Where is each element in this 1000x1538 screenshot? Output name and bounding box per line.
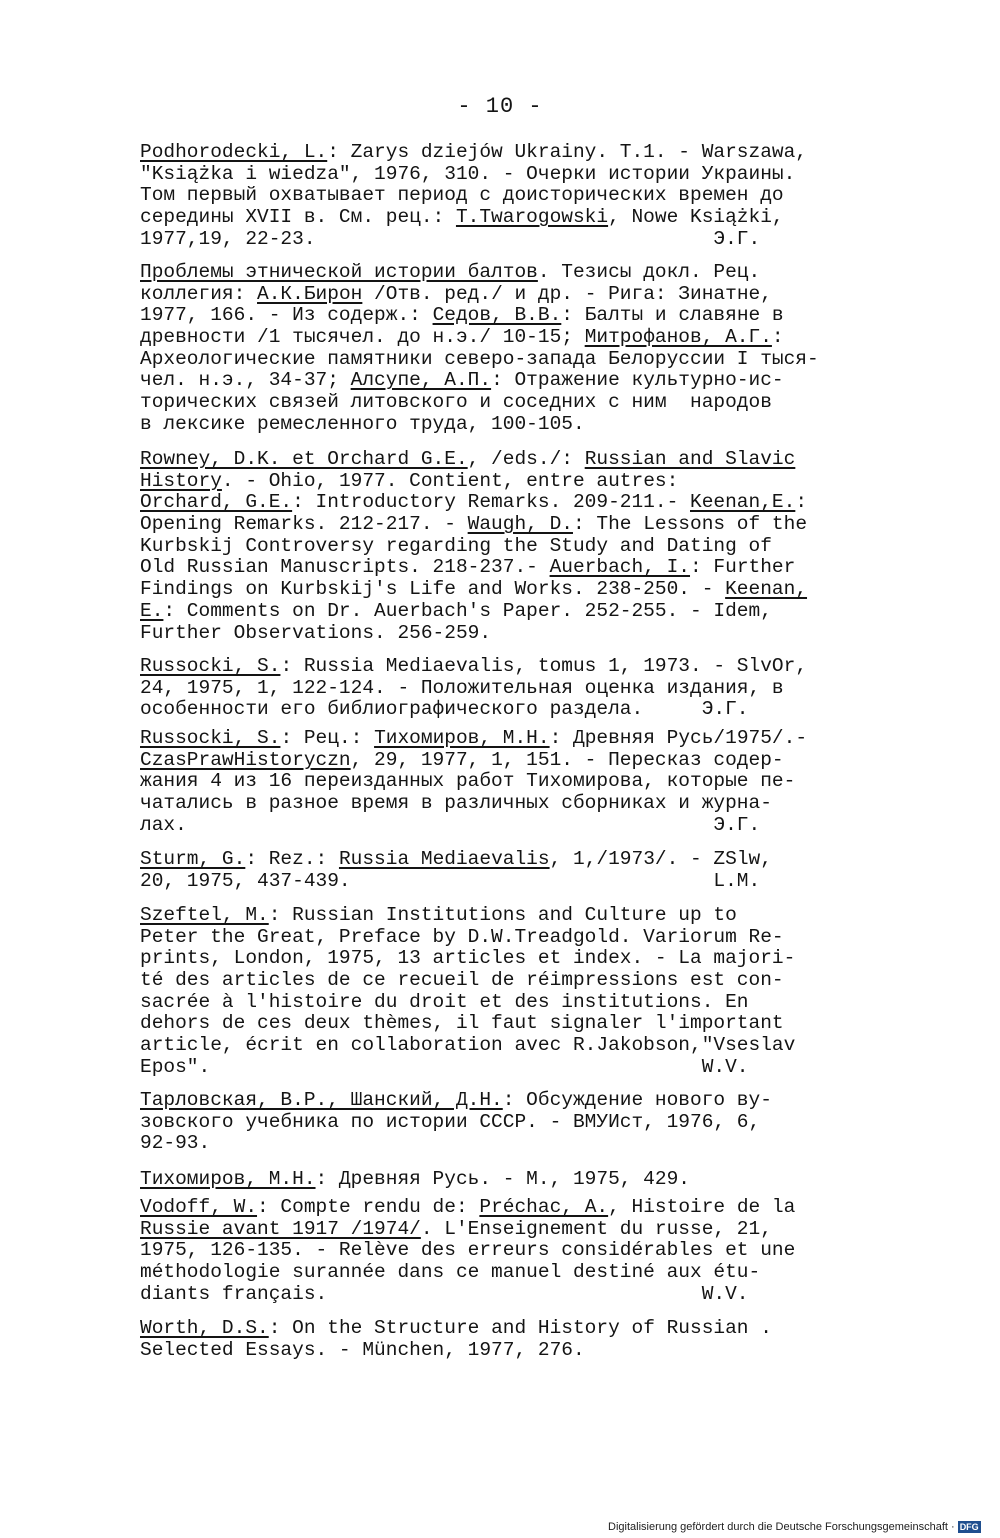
entry-text: 24, 1975, 1, 122-124. - Положительная оценка издания, в	[140, 676, 784, 699]
entry-text: 92-93.	[140, 1132, 211, 1155]
underlined-reference: Szeftel, M.	[140, 904, 269, 926]
entry-text: : Балты и славяне в	[561, 304, 784, 327]
entry-text: Kurbskij Controversy regarding the Study and Dating of	[140, 534, 772, 557]
entry-text: : Древняя Русь. - М., 1975, 429.	[315, 1168, 690, 1190]
entry-line	[140, 623, 880, 645]
entry-text: : Russia Mediaevalis, tomus 1, 1973. - SlvOr,	[280, 655, 808, 677]
entry-line	[140, 1262, 880, 1284]
entry-text: 1975, 126-135. - Relève des erreurs considérables et une	[140, 1239, 796, 1262]
underlined-reference: Waugh, D.	[467, 513, 573, 536]
entry-text: Том первый охватывает период с доисторических времен до	[140, 184, 784, 207]
entry-text: 1977, 166. - Из содерж.:	[140, 304, 433, 327]
entry-text: : Обсуждение нового ву-	[502, 1089, 772, 1111]
entry-text: 1977,19, 22-23. Э.Г.	[140, 227, 761, 250]
underlined-reference: Седов, В.В.	[432, 304, 562, 327]
underlined-reference: Podhorodecki, L.	[140, 141, 328, 163]
entry-line	[140, 536, 880, 558]
entry-line	[140, 449, 880, 471]
entry-line	[140, 1169, 880, 1191]
entry-line	[140, 471, 880, 493]
entry-line	[140, 579, 880, 601]
entry-line	[140, 305, 880, 327]
entry-text: : Рец.:	[280, 727, 375, 749]
entry-text: Peter the Great, Preface by D.W.Treadgold. Variorum Re-	[140, 925, 784, 948]
entry-text: торических связей литовского и соседних с ним народов	[140, 391, 772, 414]
entry-line	[140, 327, 880, 349]
entry-line	[140, 514, 880, 536]
entry-line	[140, 142, 880, 164]
entry-line	[140, 992, 880, 1014]
entry-line	[140, 185, 880, 207]
entry-text: , Nowe Książki,	[608, 206, 784, 229]
entry-line	[140, 771, 880, 793]
entry-line	[140, 970, 880, 992]
entry-text: чел. н.э., 34-37;	[140, 369, 351, 392]
entry-text: середины XVII в. См. рец.:	[140, 206, 456, 229]
entry-text: diants français. W.V.	[140, 1282, 749, 1305]
entry-line	[140, 601, 880, 623]
entry-text: : Rez.:	[245, 848, 339, 870]
entry-line	[140, 1318, 880, 1340]
footer-text: Digitalisierung gefördert durch die Deutsche Forschungsgemeinschaft ·	[608, 1521, 955, 1533]
entry-text: :	[795, 491, 808, 514]
entry-line	[140, 1284, 880, 1306]
entry-text: в лексике ремесленного труда, 100-105.	[140, 412, 585, 435]
entry-text: . - Ohio, 1977. Contient, entre autres:	[221, 469, 679, 492]
entry-text: sacrée à l'histoire du droit et des institutions. En	[140, 990, 749, 1013]
entry-line	[140, 750, 880, 772]
entry-line	[140, 1090, 880, 1112]
entry-text: : Древняя Русь/1975/.-	[549, 727, 808, 749]
entry-line	[140, 1057, 880, 1079]
bibliography-entry	[140, 142, 880, 250]
entry-text: . L'Enseignement du russe, 21,	[420, 1217, 772, 1240]
underlined-reference: Sturm, G.	[140, 848, 246, 870]
entry-line	[140, 793, 880, 815]
entry-text: prints, London, 1975, 13 articles et index. - La majori-	[140, 947, 796, 970]
entry-text: древности /1 тысячел. до н.э./ 10-15;	[140, 326, 585, 349]
entry-text: Археологические памятники северо-запада Белоруссии I тыся-	[140, 347, 819, 370]
underlined-reference: Проблемы этнической истории балтов	[140, 261, 538, 283]
entry-text: Selected Essays. - München, 1977, 276.	[140, 1338, 585, 1361]
entry-text: article, écrit en collaboration avec R.Jakobson,"Vseslav	[140, 1034, 796, 1057]
underlined-reference: Тихомиров, М.Н.	[374, 727, 550, 749]
underlined-reference: Russie avant 1917 /1974/	[140, 1217, 421, 1240]
entry-text: : Compte rendu de:	[257, 1196, 480, 1218]
entry-line	[140, 1340, 880, 1362]
underlined-reference: Orchard, G.E.	[140, 491, 293, 514]
entry-text: Findings on Kurbskij's Life and Works. 238-250. -	[140, 578, 726, 601]
entry-text: особенности его библиографического раздела. Э.Г.	[140, 698, 749, 721]
page-number: - 10 -	[457, 94, 543, 119]
entry-text: méthodologie surannée dans ce manuel destiné aux étu-	[140, 1261, 761, 1284]
bibliography-entry	[140, 449, 880, 644]
entry-line	[140, 871, 880, 893]
underlined-reference: Préchac, A.	[479, 1196, 609, 1218]
entry-text: , 29, 1977, 1, 151. - Пересказ содер-	[350, 748, 784, 771]
entry-text: /Отв. ред./ и др. - Рига: Зинатне,	[362, 282, 772, 305]
underlined-reference: Auerbach, I.	[549, 556, 691, 579]
underlined-reference: Russia Mediaevalis	[338, 848, 550, 870]
entry-line	[140, 229, 880, 251]
entry-text: : Introductory Remarks. 209-211.-	[292, 491, 690, 514]
entry-line	[140, 392, 880, 414]
bibliography-entry	[140, 849, 880, 892]
entry-text: . Тезисы докл. Рец.	[537, 261, 761, 283]
underlined-reference: History	[140, 469, 222, 492]
entry-line	[140, 262, 880, 284]
entry-text: коллегия:	[140, 282, 258, 305]
entry-text: зовского учебника по истории СССР. - ВМУИст, 1976, 6,	[140, 1110, 761, 1133]
entry-text: :	[771, 326, 784, 349]
entry-line	[140, 948, 880, 970]
entry-line	[140, 207, 880, 229]
bibliography-entry	[140, 905, 880, 1079]
entry-text: , 1,/1973/. - ZSlw,	[549, 848, 772, 870]
entry-line	[140, 1112, 880, 1134]
entry-text: жания 4 из 16 переизданных работ Тихомирова, которые пе-	[140, 770, 796, 793]
bibliography-entry	[140, 1318, 880, 1361]
entry-line	[140, 1133, 880, 1155]
underlined-reference: Rowney, D.K. et Orchard G.E.	[140, 448, 468, 470]
entry-line	[140, 557, 880, 579]
entry-text: : On the Structure and History of Russian .	[268, 1317, 772, 1339]
entry-line	[140, 849, 880, 871]
digitization-footer	[608, 1521, 981, 1533]
dfg-logo: DFG	[959, 1522, 979, 1532]
entry-text: , /eds./:	[467, 448, 585, 470]
entry-text: : Further	[690, 556, 796, 579]
bibliography-entry	[140, 1197, 880, 1305]
entry-line	[140, 370, 880, 392]
entry-text: Further Observations. 256-259.	[140, 621, 492, 644]
entry-line	[140, 1013, 880, 1035]
entry-line	[140, 414, 880, 436]
entry-text: : Comments on Dr. Auerbach's Paper. 252-255. - Idem,	[163, 599, 772, 622]
entry-text: té des articles de ce recueil de réimpressions est con-	[140, 969, 784, 992]
entry-text: Opening Remarks. 212-217. -	[140, 513, 468, 536]
bibliography-entry	[140, 728, 880, 836]
bibliography-entry	[140, 262, 880, 436]
entry-text: : Отражение культурно-ис-	[491, 369, 784, 392]
entry-text: 20, 1975, 437-439. L.M.	[140, 869, 761, 892]
underlined-reference: Митрофанов, А.Г.	[584, 326, 772, 349]
entry-line	[140, 1240, 880, 1262]
entry-line	[140, 349, 880, 371]
entry-text: лах. Э.Г.	[140, 813, 761, 836]
entry-line	[140, 815, 880, 837]
underlined-reference: А.К.Бирон	[257, 282, 363, 305]
underlined-reference: Keenan,	[725, 578, 808, 601]
entry-line	[140, 1197, 880, 1219]
bibliography-entry	[140, 1090, 880, 1155]
entry-text: "Książka i wiedza", 1976, 310. - Очерки истории Украины.	[140, 162, 796, 185]
entry-line	[140, 164, 880, 186]
underlined-reference: Тарловская, В.Р., Шанский, Д.Н.	[140, 1089, 503, 1111]
entry-text: dehors de ces deux thèmes, il faut signaler l'important	[140, 1012, 784, 1035]
entry-text: : The Lessons of the	[572, 513, 808, 536]
entry-line	[140, 284, 880, 306]
underlined-reference: Russian and Slavic	[584, 448, 796, 470]
entry-text: Old Russian Manuscripts. 218-237.-	[140, 556, 550, 579]
entry-text: Epos". W.V.	[140, 1055, 749, 1078]
entry-text: , Histoire de la	[608, 1196, 796, 1218]
underlined-reference: Russocki, S.	[140, 727, 281, 749]
entry-text: чатались в разное время в различных сборниках и журна-	[140, 792, 772, 815]
underlined-reference: Keenan,E.	[690, 491, 796, 514]
underlined-reference: Vodoff, W.	[140, 1196, 258, 1218]
underlined-reference: CzasPrawHistoryczn	[140, 748, 351, 771]
entry-line	[140, 1035, 880, 1057]
underlined-reference: Worth, D.S.	[140, 1317, 269, 1339]
entry-line	[140, 492, 880, 514]
underlined-reference: Алсупе, А.П.	[350, 369, 492, 392]
entry-line	[140, 905, 880, 927]
entry-text: : Russian Institutions and Culture up to	[268, 904, 737, 926]
entry-line	[140, 728, 880, 750]
entry-line	[140, 678, 880, 700]
underlined-reference: Russocki, S.	[140, 655, 281, 677]
entry-line	[140, 1219, 880, 1241]
underlined-reference: E.	[140, 599, 164, 622]
bibliography-entry	[140, 1169, 880, 1191]
underlined-reference: T.Twarogowski	[455, 206, 609, 229]
entry-line	[140, 699, 880, 721]
bibliography-entry	[140, 656, 880, 721]
underlined-reference: Тихомиров, М.Н.	[140, 1168, 316, 1190]
entry-text: : Zarys dziejów Ukrainy. T.1. - Warszawa,	[327, 141, 808, 163]
entry-line	[140, 927, 880, 949]
entry-line	[140, 656, 880, 678]
